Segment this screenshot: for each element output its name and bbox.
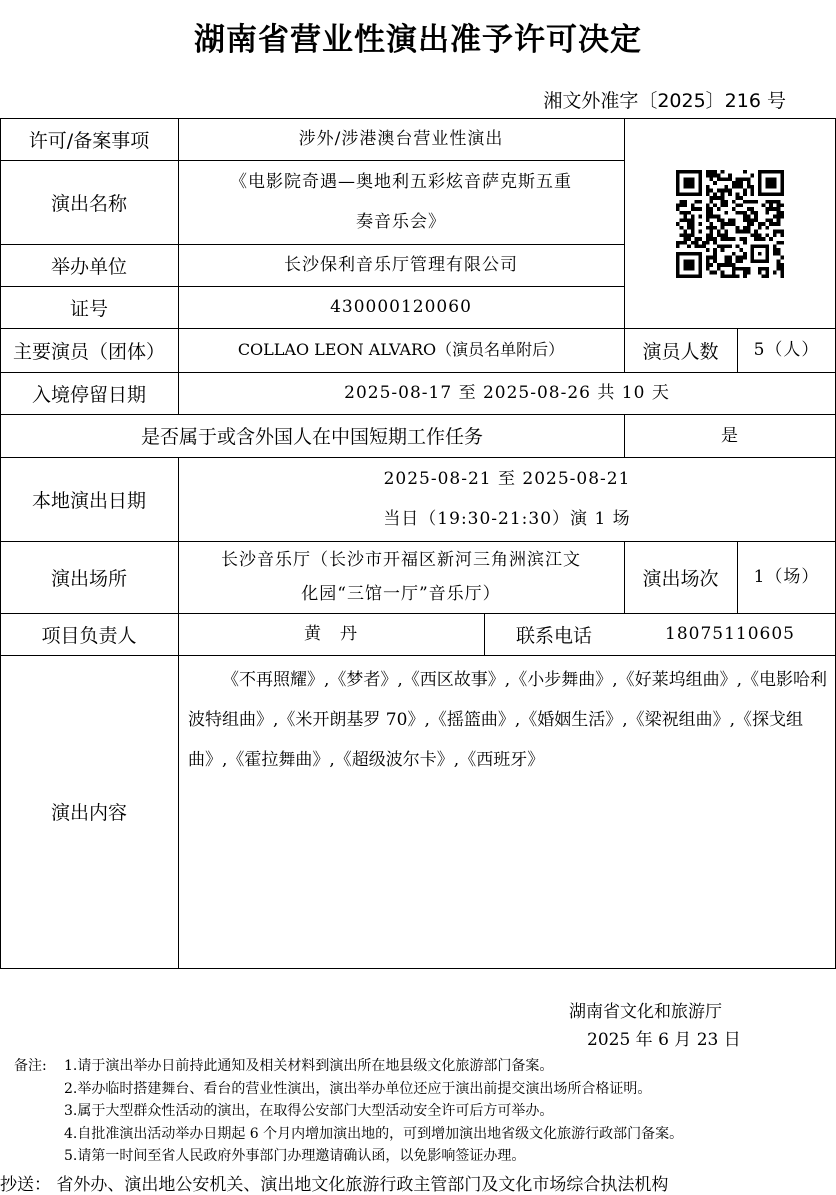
show-name-label: 演出名称 [50,192,127,215]
cc-line: 抄送： 省外办、演出地公安机关、演出地文化旅游行政主管部门及文化市场综合执法机构 [0,1175,669,1195]
sessions-label: 演出场次 [642,567,719,590]
manager-value: 黄 丹 [304,624,358,644]
license-value: 430000120060 [330,297,472,317]
venue-line-2: 化园“三馆一厅”音乐厅） [301,584,501,604]
document-title: 湖南省营业性演出准予许可决定 [194,22,642,58]
organizer-value: 长沙保利音乐厅管理有限公司 [284,255,518,275]
entry-value: 2025-08-17 至 2025-08-26 共 10 天 [344,383,670,403]
issuer-block [569,998,741,1054]
matter-value: 涉外/涉港澳台营业性演出 [298,129,504,149]
notes-label: 备注: [14,1058,47,1074]
show-name-line-2: 奏音乐会》 [356,212,446,232]
venue-line-1: 长沙音乐厅（长沙市开福区新河三角洲滨江文 [221,550,581,570]
document-number: 湘文外准字〔2025〕216 号 [543,90,786,112]
show-name-value [178,160,624,244]
sessions-value: 1（场） [753,567,820,587]
note-item: 4.自批准演出活动举办日期起 6 个月内增加演出地的，可到增加演出地省级文化旅游行政部门备案。 [64,1125,684,1142]
content-label: 演出内容 [50,802,127,824]
matter-label: 许可/备案事项 [28,129,150,152]
note-item: 5.请第一时间至省人民政府外事部门办理邀请确认函，以免影响签证办理。 [64,1148,526,1164]
foreign-work-label: 是否属于或含外国人在中国短期工作任务 [140,426,483,448]
phone-label: 联系电话 [515,624,592,647]
performers-value: COLLAO LEON ALVARO（演员名单附后） [237,340,565,359]
license-label: 证号 [69,297,108,320]
phone-value: 18075110605 [665,624,795,644]
local-date-value [178,457,836,541]
local-date-line-1: 2025-08-21 至 2025-08-21 [383,469,631,489]
local-date-label: 本地演出日期 [31,489,146,512]
local-date-line-2: 当日（19:30-21:30）演 1 场 [383,509,631,529]
performer-count-value: 5（人） [753,340,820,360]
performer-count-label: 演员人数 [642,340,719,363]
note-item: 1.请于演出举办日前持此通知及相关材料到演出所在地县级文化旅游部门备案。 [64,1058,554,1074]
content-value: 《不再照耀》,《梦者》,《西区故事》,《小步舞曲》,《好莱坞组曲》,《电影哈利波特组曲》,《米开朗基罗 70》,《摇篮曲》,《婚姻生活》,《梁祝组曲》,《探戈组曲》,《霍拉舞曲》,《超级波尔卡》,《西班牙》 [188,670,828,770]
performers-label: 主要演员（团体） [12,340,165,363]
note-item: 2.举办临时搭建舞台、看台的营业性演出，演出举办单位还应于演出前提交演出场所合格证明。 [64,1080,652,1097]
entry-label: 入境停留日期 [31,383,146,406]
organizer-label: 举办单位 [50,255,127,278]
issue-date: 2025 年 6 月 23 日 [587,1030,741,1050]
foreign-work-value: 是 [721,425,739,446]
venue-label: 演出场所 [50,567,127,590]
notes [14,1055,683,1168]
note-item: 3.属于大型群众性活动的演出，在取得公安部门大型活动安全许可后方可举办。 [64,1103,554,1119]
show-name-line-1: 《电影院奇遇—奥地利五彩炫音萨克斯五重 [230,172,572,192]
qr-code-icon [676,170,784,278]
manager-label: 项目负责人 [41,624,137,647]
issuer-name: 湖南省文化和旅游厅 [569,1002,722,1022]
venue-value [178,541,624,613]
